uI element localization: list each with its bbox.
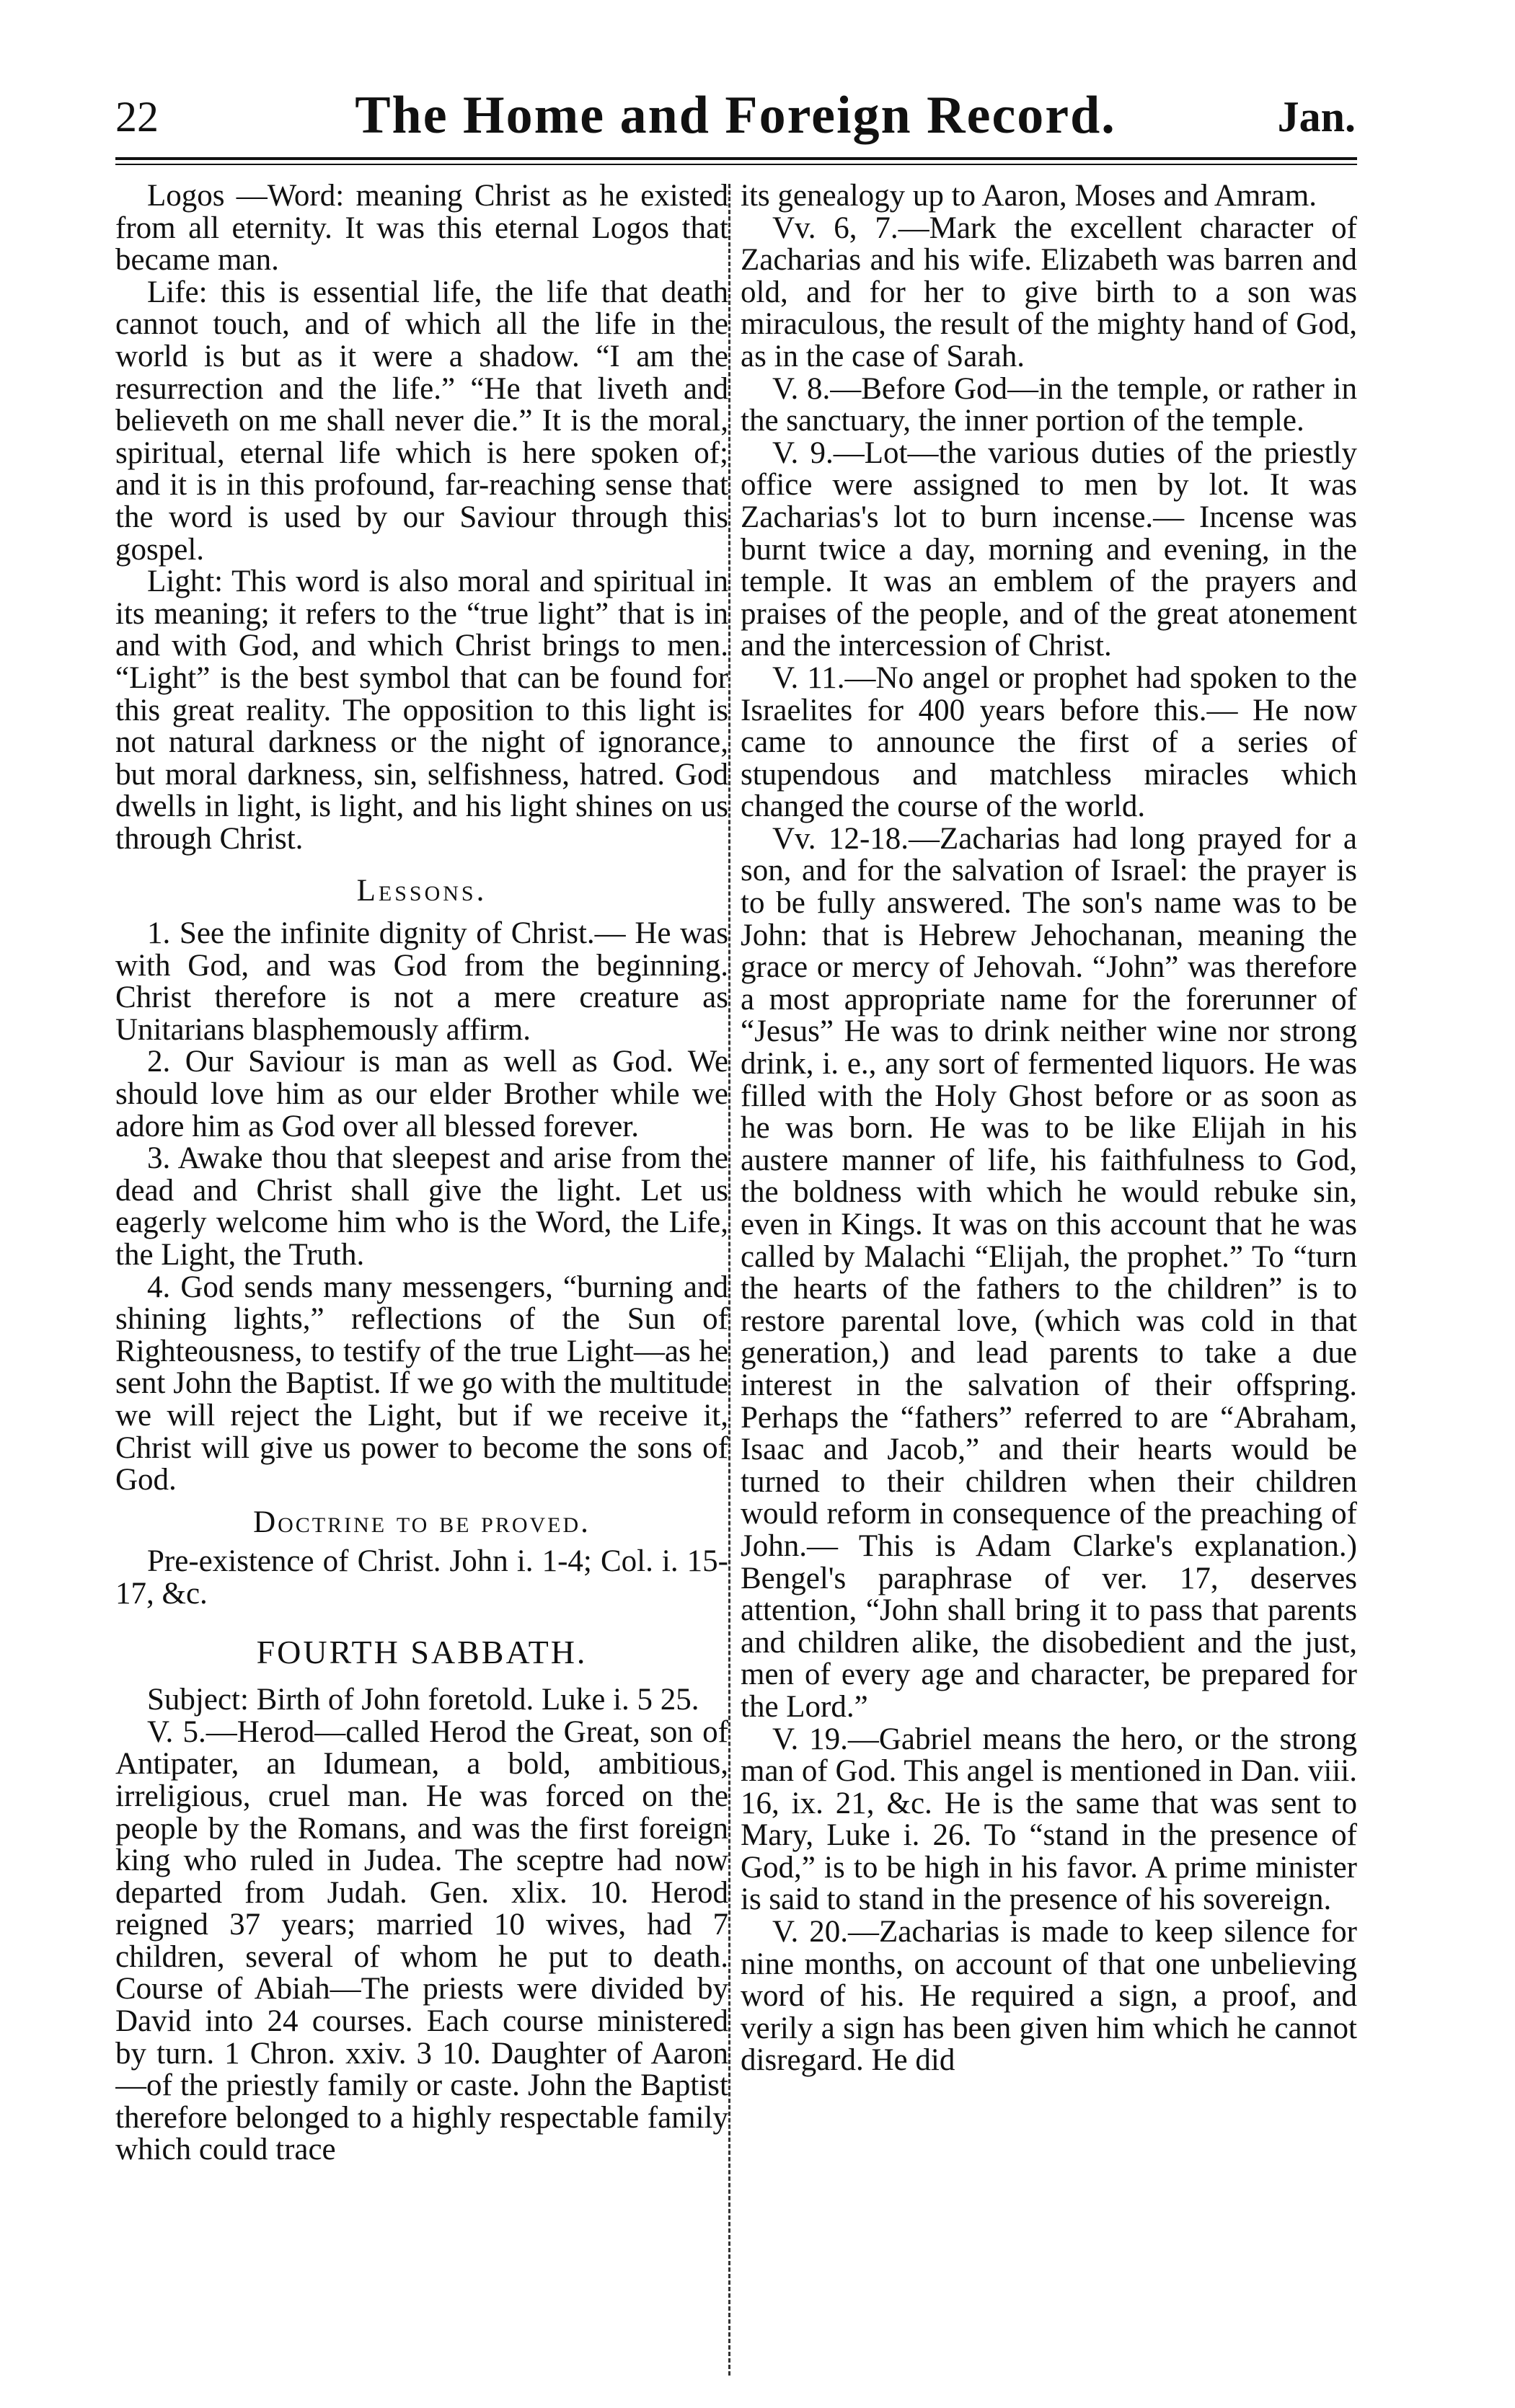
column-divider xyxy=(728,184,730,2376)
verse-11: V. 11.—No angel or prophet had spoken to the Israelites for 400 years before this.— He now came to announce the first of a series of stupendous and matchless miracles which changed the course of the world. xyxy=(741,660,1357,824)
paragraph-light: Light: This word is also moral and spiritual in its meaning; it refers to the “true light” that is in and with God, and which Christ brings to men. “Light” is the best symbol that can be found for this great reality. The opposition to this light is not natural darkness or the night of ignorance, but moral darkness, sin, selfishness, hatred. God dwells in light, is light, and his light shines on us through Christ. xyxy=(115,565,728,856)
left-column xyxy=(115,180,728,2379)
subject-line: Subject: Birth of John foretold. Luke i. 5 25. xyxy=(147,1683,699,1717)
lesson-1: 1. See the infinite dignity of Christ.— He was with God, and was God from the beginning. Christ therefore is not a mere creature as Unitarians blasphemously affirm. xyxy=(115,916,728,1047)
paragraph-logos: Logos —Word: meaning Christ as he existed from all eternity. It was this eternal Logos that became man. xyxy=(115,180,728,278)
verse-5: V. 5.—Herod—called Herod the Great, son of Antipater, an Idumean, a bold, ambitious, irreligious, cruel man. He was forced on the people by the Romans, and was the first foreign king who ruled in Judea. The sceptre had now departed from Judah. Gen. xlix. 10. Herod reigned 37 years; married 10 wives, had 7 children, several of whom he put to death. Course of Abiah—The priests were divided by David into 24 courses. Each course ministered by turn. 1 Chron. xxiv. 3 10. Daughter of Aaron—of the priestly family or caste. John the Baptist therefore belonged to a highly respectable family which could trace xyxy=(115,1714,728,2167)
verse-8: V. 8.—Before God—in the temple, or rather in the sanctuary, the inner portion of the temple. xyxy=(741,371,1357,438)
lesson-3: 3. Awake thou that sleepest and arise from the dead and Christ shall give the light. Let us eagerly welcome him who is the Word, the Life, the Light, the Truth. xyxy=(115,1141,728,1272)
paragraph-life: Life: this is essential life, the life that death cannot touch, and of which all the life in the world is but as it were a shadow. “I am the resurrection and the life.” “He that liveth and believeth on me shall never die.” It is the moral, spiritual, eternal life which is here spoken of; and it is in this profound, far-reaching sense that the word is used by our Saviour through this gospel. xyxy=(115,275,728,567)
issue-month: Jan. xyxy=(1277,93,1356,141)
right-column xyxy=(741,180,1357,2379)
doctrine-text: Pre-existence of Christ. John i. 1-4; Col. i. 15-17, &c. xyxy=(115,1544,728,1611)
lessons-heading: Lessons. xyxy=(356,874,487,908)
lesson-2: 2. Our Saviour is man as well as God. We should love him as our elder Brother while we adore him as God over all blessed forever. xyxy=(115,1045,728,1143)
lesson-4: 4. God sends many messengers, “burning and shining lights,” reflections of the Sun of Righteousness, to testify of the true Light—as he sent John the Baptist. If we go with the multitude we will reject the Light, but if we receive it, Christ will give us power to become the sons of God. xyxy=(115,1270,728,1497)
section-heading-fourth-sabbath: FOURTH SABBATH. xyxy=(256,1633,588,1670)
page-number: 22 xyxy=(115,93,159,141)
running-title: The Home and Foreign Record. xyxy=(355,86,1116,145)
doctrine-heading: Doctrine to be proved. xyxy=(253,1505,591,1539)
verses-6-7: Vv. 6, 7.—Mark the excellent character of Zacharias and his wife. Elizabeth was barren and old, and for her to give birth to a son was miraculous, the result of the mighty hand of God, as in the case of Sarah. xyxy=(741,211,1357,373)
header-rule xyxy=(115,157,1357,165)
verse-20: V. 20.—Zacharias is made to keep silence for nine months, on account of that one unbelieving word of his. He required a sign, a proof, and verily a sign has been given him which he cannot disregard. He did xyxy=(741,1915,1357,2078)
page-header xyxy=(115,85,1356,150)
verse-19: V. 19.—Gabriel means the hero, or the strong man of God. This angel is mentioned in Dan. viii. 16, ix. 21, &c. He is the same that was sent to Mary, Luke i. 26. To “stand in the presence of God,” is to be high in his favor. A prime minister is said to stand in the presence of his sovereign. xyxy=(741,1722,1357,1917)
verse-9: V. 9.—Lot—the various duties of the priestly office were assigned to men by lot. It was Zacharias's lot to burn incense.— Incense was burnt twice a day, morning and evening, in the temple. It was an emblem of the prayers and praises of the people, and of the great atonement and the intercession of Christ. xyxy=(741,435,1357,663)
verses-12-18: Vv. 12-18.—Zacharias had long prayed for a son, and for the salvation of Israel: the prayer is to be fully answered. The son's name was to be John: that is Hebrew Jehochanan, meaning the grace or mercy of Jehovah. “John” was therefore a most appropriate name for the forerunner of “Jesus” He was to drink neither wine nor strong drink, i. e., any sort of fermented liquors. He was filled with the Holy Ghost before or as soon as he was born. He was to be like Elijah in his austere manner of life, his faithfulness to God, the boldness with which he would rebuke sin, even in Kings. It was on this account that he was called by Malachi “Elijah, the prophet.” To “turn the hearts of the fathers to the children” is to restore parental love, (which was cold in that generation,) and lead parents to take a due interest in the salvation of their offspring. Perhaps the “fathers” referred to are “Abraham, Isaac and Jacob,” and their hearts would be turned to their children when their children would reform in consequence of the preaching of John.— This is Adam Clarke's explanation.) Bengel's paraphrase of ver. 17, deserves attention, “John shall bring it to pass that parents and children alike, the disobedient and the just, men of every age and character, be prepared for the Lord.” xyxy=(741,821,1357,1724)
paragraph-continued: its genealogy up to Aaron, Moses and Amram. xyxy=(741,180,1317,213)
